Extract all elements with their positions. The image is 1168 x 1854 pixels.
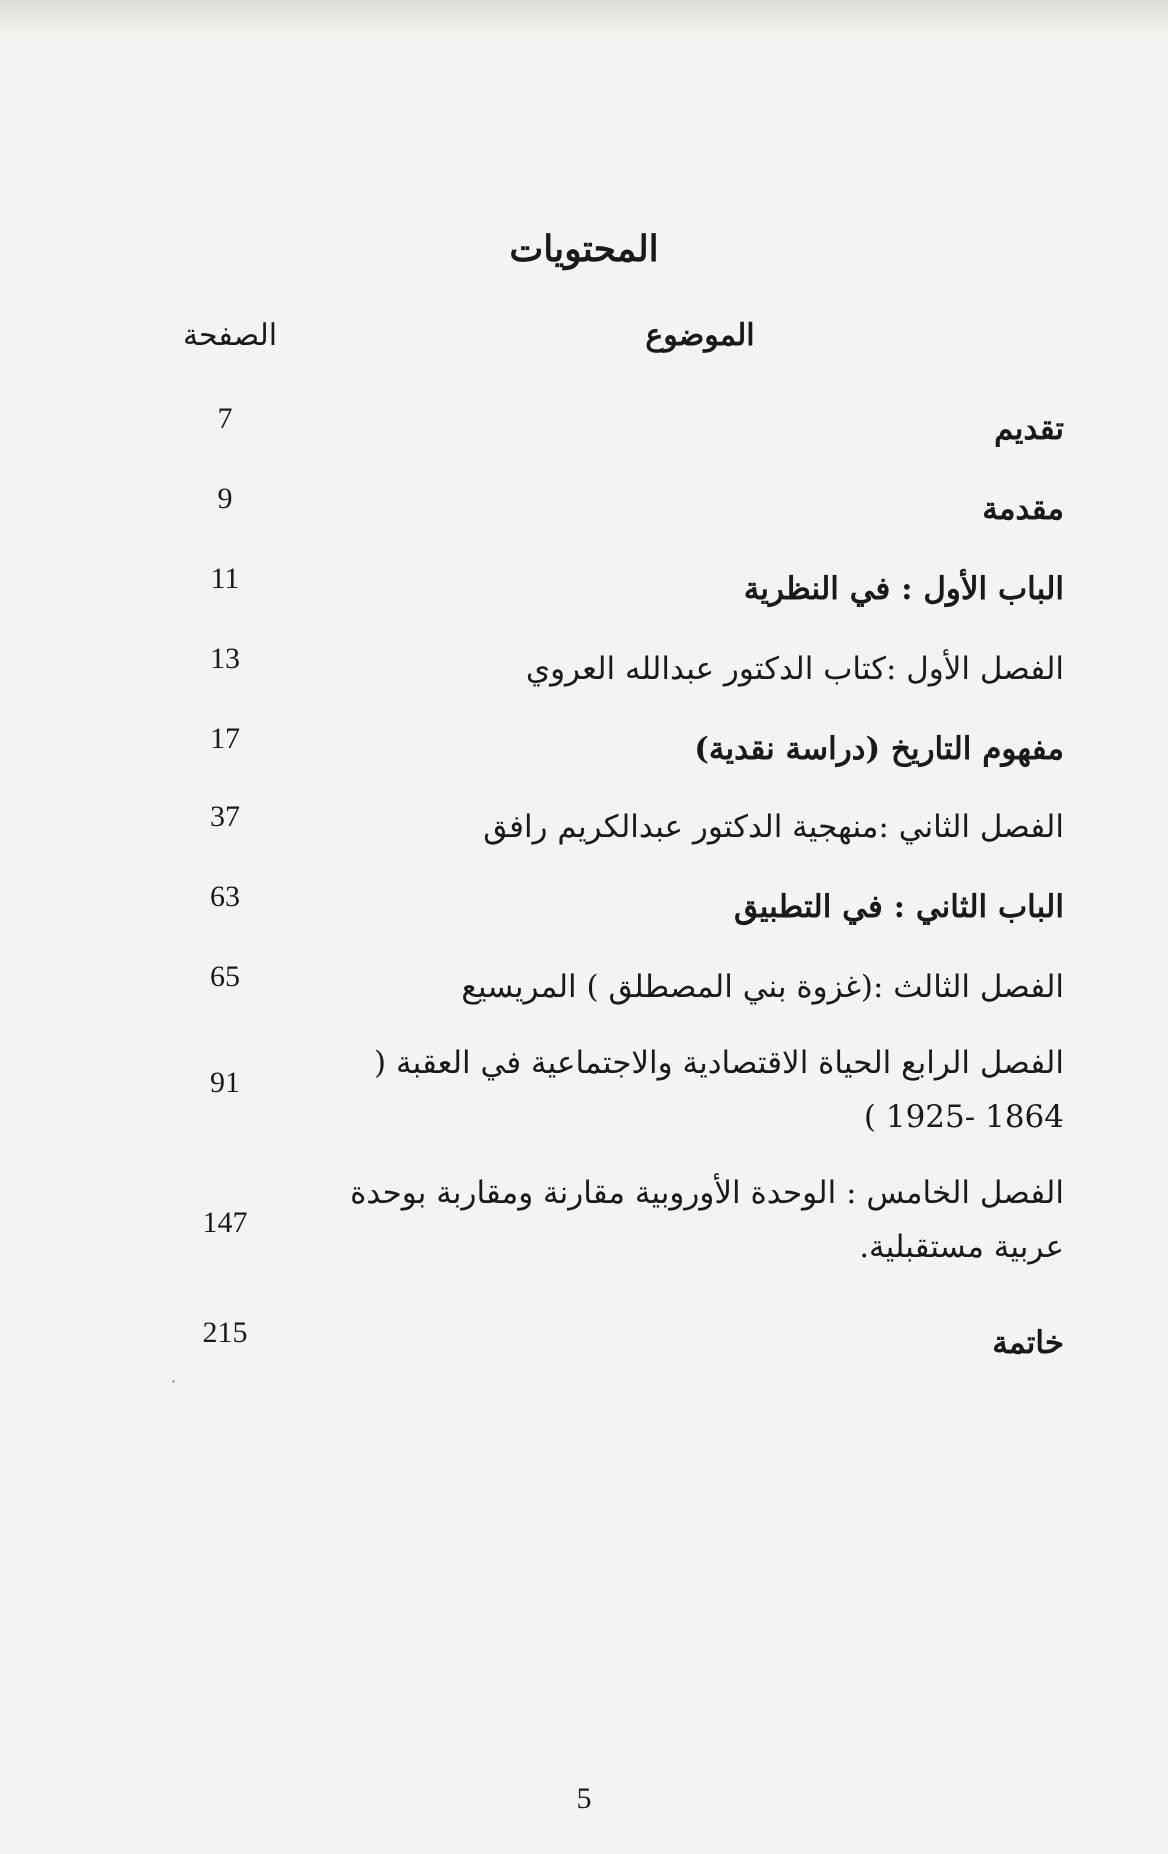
- toc-entry-page: 9: [217, 482, 233, 515]
- toc-entry-page: 13: [210, 642, 240, 675]
- toc-entry-title: الفصل الثالث :(غزوة بني المصطلق ) المريسيع: [461, 969, 1064, 1005]
- toc-entry-title: الباب الأول : في النظرية: [743, 571, 1064, 607]
- toc-entry-page: 215: [202, 1316, 248, 1349]
- toc-entry-page: 91: [210, 1066, 240, 1099]
- toc-entry-title: الفصل الخامس : الوحدة الأوروبية مقارنة ومقاربة بوحدة عربية مستقبلية.: [350, 1175, 1064, 1265]
- toc-entry-page: 65: [210, 960, 240, 993]
- toc-entry-title: الفصل الثاني :منهجية الدكتور عبدالكريم رافق: [483, 809, 1064, 845]
- scan-speck: [172, 1380, 175, 1383]
- page-number: 5: [576, 1782, 592, 1815]
- toc-entry-title: تقديم: [994, 411, 1064, 447]
- toc-entry-page: 11: [210, 562, 240, 595]
- scan-shadow: [0, 0, 1168, 36]
- toc-entry-title: الفصل الرابع الحياة الاقتصادية والاجتماعية في العقبة ( 1864 -1925 ): [374, 1045, 1064, 1135]
- contents-title: المحتويات: [509, 228, 659, 270]
- toc-entry-title: الفصل الأول :كتاب الدكتور عبدالله العروي: [525, 651, 1064, 687]
- toc-entry-page: 147: [202, 1206, 248, 1239]
- toc-entry-page: 7: [217, 402, 233, 435]
- page-column-header: الصفحة: [182, 318, 278, 353]
- topic-column-header: الموضوع: [645, 318, 755, 353]
- toc-entry-title: خاتمة: [992, 1325, 1064, 1361]
- toc-entry-title: مفهوم التاريخ (دراسة نقدية): [694, 731, 1064, 767]
- toc-entry-title: مقدمة: [982, 491, 1064, 527]
- toc-entry-page: 37: [210, 800, 240, 833]
- toc-entry-page: 17: [210, 722, 240, 755]
- toc-entry-page: 63: [210, 880, 240, 913]
- toc-entry-title: الباب الثاني : في التطبيق: [733, 889, 1064, 925]
